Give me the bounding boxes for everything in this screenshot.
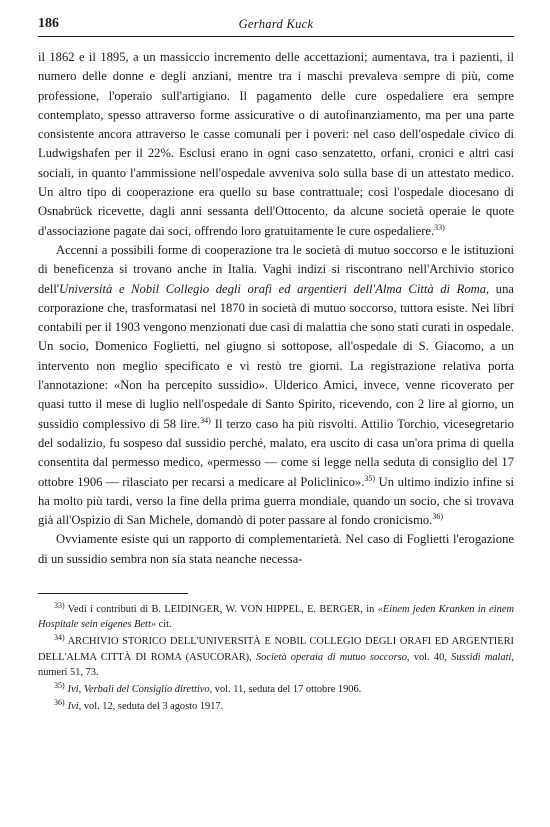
footnote-36-source: Ivi	[67, 701, 79, 713]
footnote-36-text: , vol. 12, seduta del 3 agosto 1917.	[78, 701, 224, 713]
page-number: 186	[38, 16, 59, 31]
footnote-34-file: Sussidi malati	[451, 651, 512, 663]
footnote-33	[38, 602, 514, 632]
footnote-35	[38, 682, 514, 697]
footnote-34	[38, 634, 514, 680]
paragraph-2-text-a: Accenni a possibili forme di cooperazione tra le società di mutuo soccorso e le istituzioni di beneficenza si trovano anche in Italia. Vaghi indizi si riscontrano nell'Archivio storico dell'	[38, 242, 514, 296]
footnote-34-text-a: ARCHIVIO STORICO DELL'UNIVERSITÀ E NOBIL COLLEGIO DEGLI ORAFI ED ARGENTIERI DELL'ALMA CITTÀ DI ROMA (ASUCORAR),	[38, 636, 514, 663]
running-head-author: Gerhard Kuck	[238, 17, 314, 31]
note-ref-33: 33)	[434, 222, 445, 232]
paragraph-3-text: Ovviamente esiste qui un rapporto di complementarietà. Nel caso di Foglietti l'erogazione di un sussidio sembra non sia stata neanche necessa-	[38, 532, 514, 566]
footnote-36-number: 36)	[54, 697, 65, 707]
footnotes	[38, 602, 514, 714]
footnote-36	[38, 699, 514, 714]
note-ref-34: 34)	[200, 415, 211, 425]
paragraph-2-text-b: , una corporazione che, trasformatasi nel 1870 in società di mutuo soccorso, tuttora esiste. Nei libri contabili per il 1903 vengono menzionati due casi di malattia che sono stati curati in ospedale. Un socio, Domenico Foglietti, nel giugno si sottopose, all'ospedale di S. Giacomo, a un intervento non meglio specificato e vi restò tre giorni. La registrazione relativa porta l'annotazione: «Non ha percepito sussidio». Ulderico Amici, invece, venne ricoverato per quasi tutto il mese di luglio nell'ospedale di Santo Spirito, ricevendo, con 2 lire al giorno, un sussidio complessivo di 58 lire.	[38, 281, 514, 431]
footnote-34-series: Società operaia di mutuo soccorso	[255, 651, 407, 663]
footnote-33-title: «Einem jeden Kranken in einem Hospitale sein eigenes Bett»	[38, 604, 514, 631]
paragraph-1-text: il 1862 e il 1895, a un massiccio incremento delle accettazioni; aumentava, tra i pazienti, il numero delle donne e degli anziani, mentre tra i maschi prevaleva sempre di più, come professione, l'operaio sull'artigiano. Il pagamento delle cure ospedaliere era sempre contemplato, spesso attraverso forme assicurative o di autofinanziamento, ma per una parte consistente ancora attraverso le casse comunali per i poveri: nel caso dell'ospedale civico di Ludwigshafen per il 22%. Esclusi erano in ogni caso senzatetto, orfani, cronici e altri casi sociali, in quanto l'ammissione nell'ospedale avveniva solo sulla base di un attestato medico. Un altro tipo di cooperazione era quello su base contrattuale; così l'ospedale diocesano di Osnabrück ricevette, dagli anni sessanta dell'Ottocento, da alcune società operaie le quote d'associazione pagate dai soci, offrendo loro gratuitamente le cure ospedaliere.	[38, 50, 514, 238]
running-head	[38, 14, 514, 37]
footnote-35-source: Ivi, Verbali del Consiglio direttivo	[67, 684, 210, 696]
footnote-33-number: 33)	[54, 600, 65, 610]
footnote-33-text-a: Vedi i contributi di B. LEIDINGER, W. VON HIPPEL, E. BERGER, in	[67, 604, 378, 616]
paragraph-2-text-d: Un ultimo indizio infine si ha molto più tardi, verso la fine della prima guerra mondiale, quando un socio, che si trovava già all'Ospizio di San Michele, domandò di poter passare al fondo cronicismo.	[38, 474, 514, 528]
footnote-divider	[38, 593, 188, 594]
paragraph-2-text-c: Il terzo caso ha più risvolti. Attilio Torchio, vicesegretario del sodalizio, fu sospeso dal sussidio perché, malato, era uscito di casa un'ora prima di quella consentita dal permesso medico, «permesso — come si legge nella seduta di consiglio del 17 ottobre 1906 — rilasciato per recarsi a medicare al Policlinico».	[38, 416, 514, 489]
paragraph-3	[38, 530, 514, 569]
note-ref-36: 36)	[432, 511, 444, 521]
footnote-34-text-c: , numeri 51, 73.	[38, 651, 514, 678]
paragraph-2-institution-title: Università e Nobil Collegio degli orafi ed argentieri dell'Alma Città di Roma	[59, 281, 487, 296]
book-page	[38, 14, 514, 716]
note-ref-35: 35)	[364, 473, 376, 483]
paragraph-1	[38, 48, 514, 241]
body-text	[38, 48, 514, 569]
footnote-35-number: 35)	[54, 680, 65, 690]
paragraph-2	[38, 241, 514, 530]
footnote-33-text-b: cit.	[156, 619, 172, 631]
footnote-35-text: , vol. 11, seduta del 17 ottobre 1906.	[209, 684, 362, 696]
footnote-34-text-b: , vol. 40,	[406, 651, 452, 663]
footnote-34-number: 34)	[54, 632, 65, 642]
